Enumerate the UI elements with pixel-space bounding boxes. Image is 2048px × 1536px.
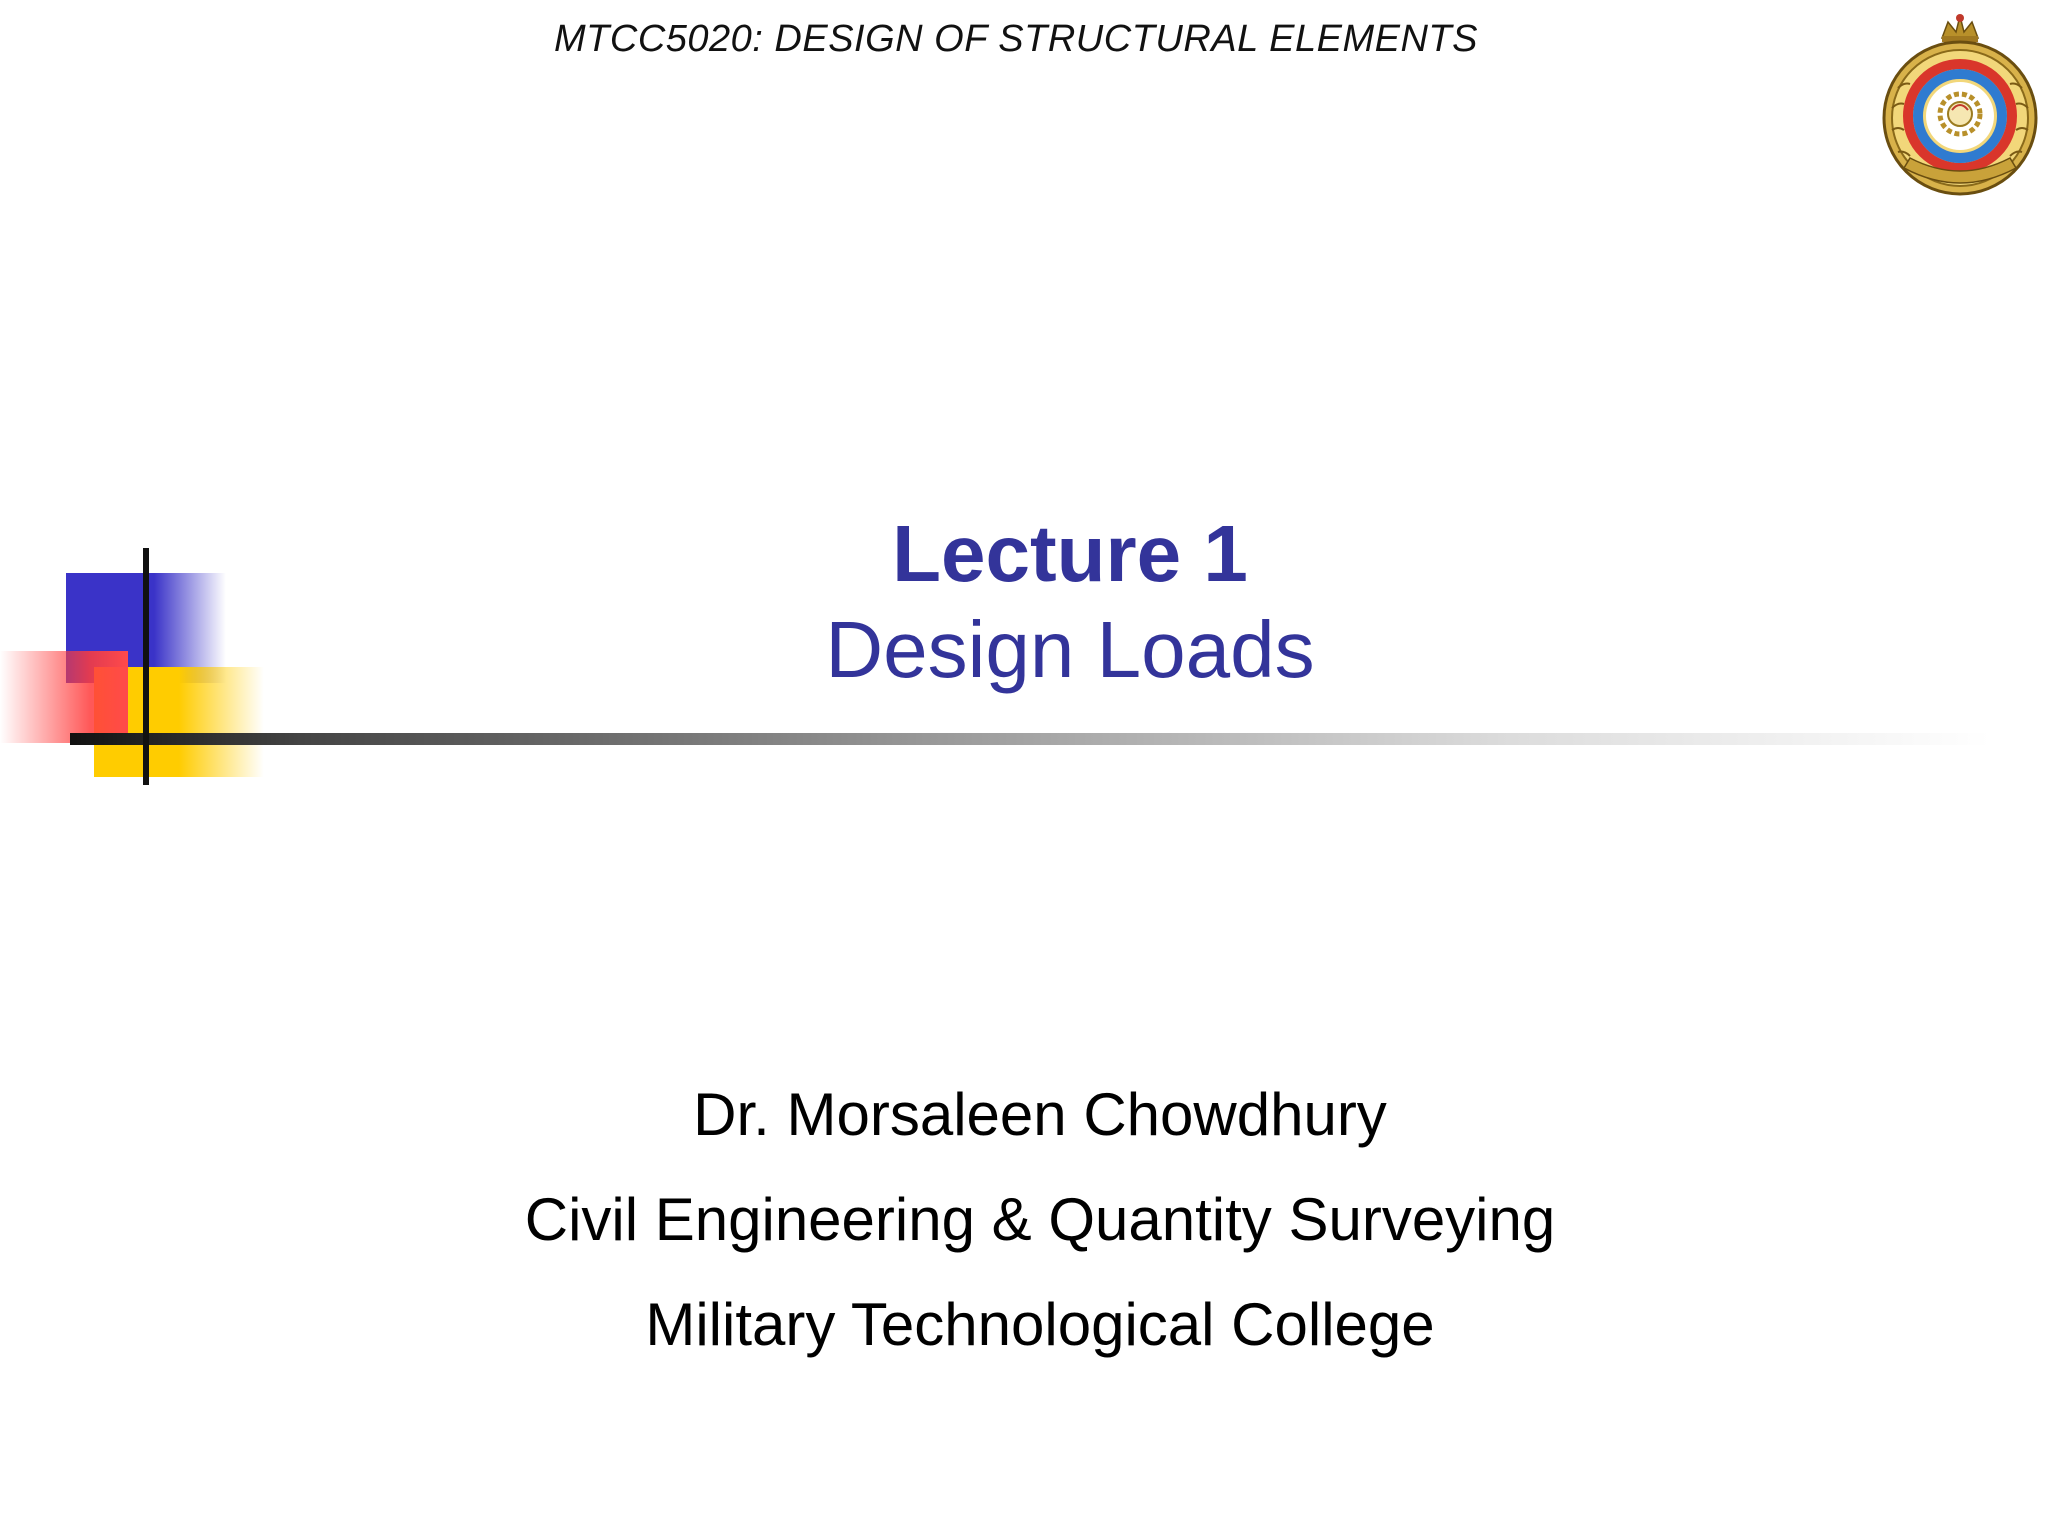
author-department: Civil Engineering & Quantity Surveying bbox=[524, 1186, 1556, 1253]
lecture-topic: Design Loads bbox=[825, 605, 1315, 694]
decor-horizontal-rule bbox=[70, 733, 1990, 745]
course-header bbox=[0, 18, 2048, 61]
author-name: Dr. Morsaleen Chowdhury bbox=[693, 1081, 1387, 1148]
lecture-number: Lecture 1 bbox=[892, 509, 1248, 598]
course-title: MTCC5020: DESIGN OF STRUCTURAL ELEMENTS bbox=[554, 18, 1478, 60]
author-institution: Military Technological College bbox=[645, 1291, 1435, 1358]
college-crest-icon bbox=[1870, 8, 2048, 198]
author-block bbox=[0, 1062, 2048, 1377]
